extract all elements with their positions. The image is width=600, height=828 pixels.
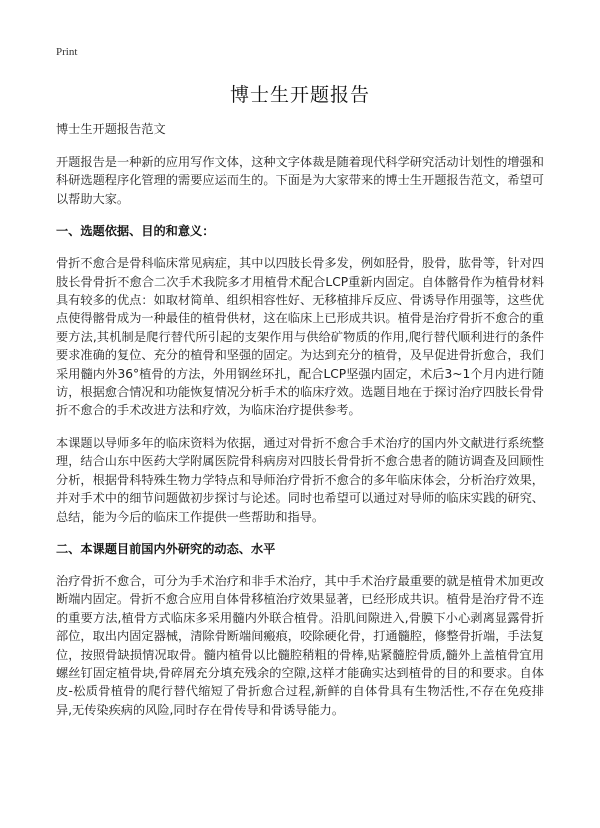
document-body — [56, 120, 544, 733]
section-paragraph: 本课题以导师多年的临床资料为依据，通过对骨折不愈合手术治疗的国内外文献进行系统整理，结合山东中医药大学附属医院骨科病房对四肢长骨骨折不愈合患者的随访调查及回顾性分析，根据骨科特殊生物力学特点和导师治疗骨折不愈合的多年临床体会，分析治疗效果，并对手术中的细节问题做初步探讨与论述。同时也希望可以通过对导师的临床实践的研究、总结，能为今后的临床工作提供一些帮助和指导。 — [56, 435, 544, 524]
section-heading: 二、本课题目前国内外研究的动态、水平 — [56, 541, 276, 556]
section-2 — [56, 540, 544, 719]
section-paragraph: 治疗骨折不愈合，可分为手术治疗和非手术治疗，其中手术治疗最重要的就是植骨术加更改断端内固定。骨折不愈合应用自体骨移植治疗效果显著，已经形成共识。植骨是治疗骨不连的重要方法,植骨方式临床多采用髓内外联合植骨。沿肌间隙进入,骨膜下小心剥离显露骨折部位，取出内固定器械，清除骨断端间瘢痕，咬除硬化骨，打通髓腔，修整骨折端，手法复位，按照骨缺损情况取骨。髓内植骨以比髓腔稍粗的骨棒,贴紧髓腔骨质,髓外上盖植骨宜用螺丝钉固定植骨块,骨碎屑充分填充残余的空隙,这样才能确实达到植骨的目的和要求。自体皮-松质骨植骨的爬行替代缩短了骨折愈合过程,新鲜的自体骨具有生物活性,不存在免疫排异,无传染疾病的风险,同时存在骨传导和骨诱导能力。 — [56, 573, 544, 717]
section-paragraph: 骨折不愈合是骨科临床常见病症，其中以四肢长骨多发，例如胫骨，股骨，肱骨等，针对四肢长骨骨折不愈合二次手术我院多才用植骨术配合LCP重新内固定。自体髂骨作为植骨材料具有较多的优点：如取材简单、组织相容性好、无移植排斥反应、骨诱导作用强等，这些优点使得髂骨成为一种最佳的植骨供材，这在临床上已形成共识。植骨是治疗骨折不愈合的重要方法,其机制是爬行替代所引起的支架作用与供给矿物质的作用,爬行替代顺利进行的条件要求准确的复位、充分的植骨和坚强的固定。为达到充分的植骨，及早促进骨折愈合，我们采用髓内外36°植骨的方法，外用钢丝环扎，配合LCP坚强内固定，术后3~1个月内进行随访，根据愈合情况和功能恢复情况分析手术的临床疗效。选题目地在于探讨治疗四肢长骨骨折不愈合的手术改进方法和疗效，为临床治疗提供参考。 — [56, 256, 544, 418]
section-heading: 一、选题依据、目的和意义： — [56, 224, 215, 239]
print-label: Print — [56, 46, 78, 58]
section-1 — [56, 222, 544, 526]
document-subtitle: 博士生开题报告范文 — [56, 122, 166, 136]
page-title: 博士生开题报告 — [229, 84, 370, 106]
intro-paragraph: 开题报告是一种新的应用写作文体，这种文字体裁是随着现代科学研究活动计划性的增强和科研选题程序化管理的需要应运而生的。下面是为大家带来的博士生开题报告范文，希望可以帮助大家。 — [56, 155, 544, 206]
